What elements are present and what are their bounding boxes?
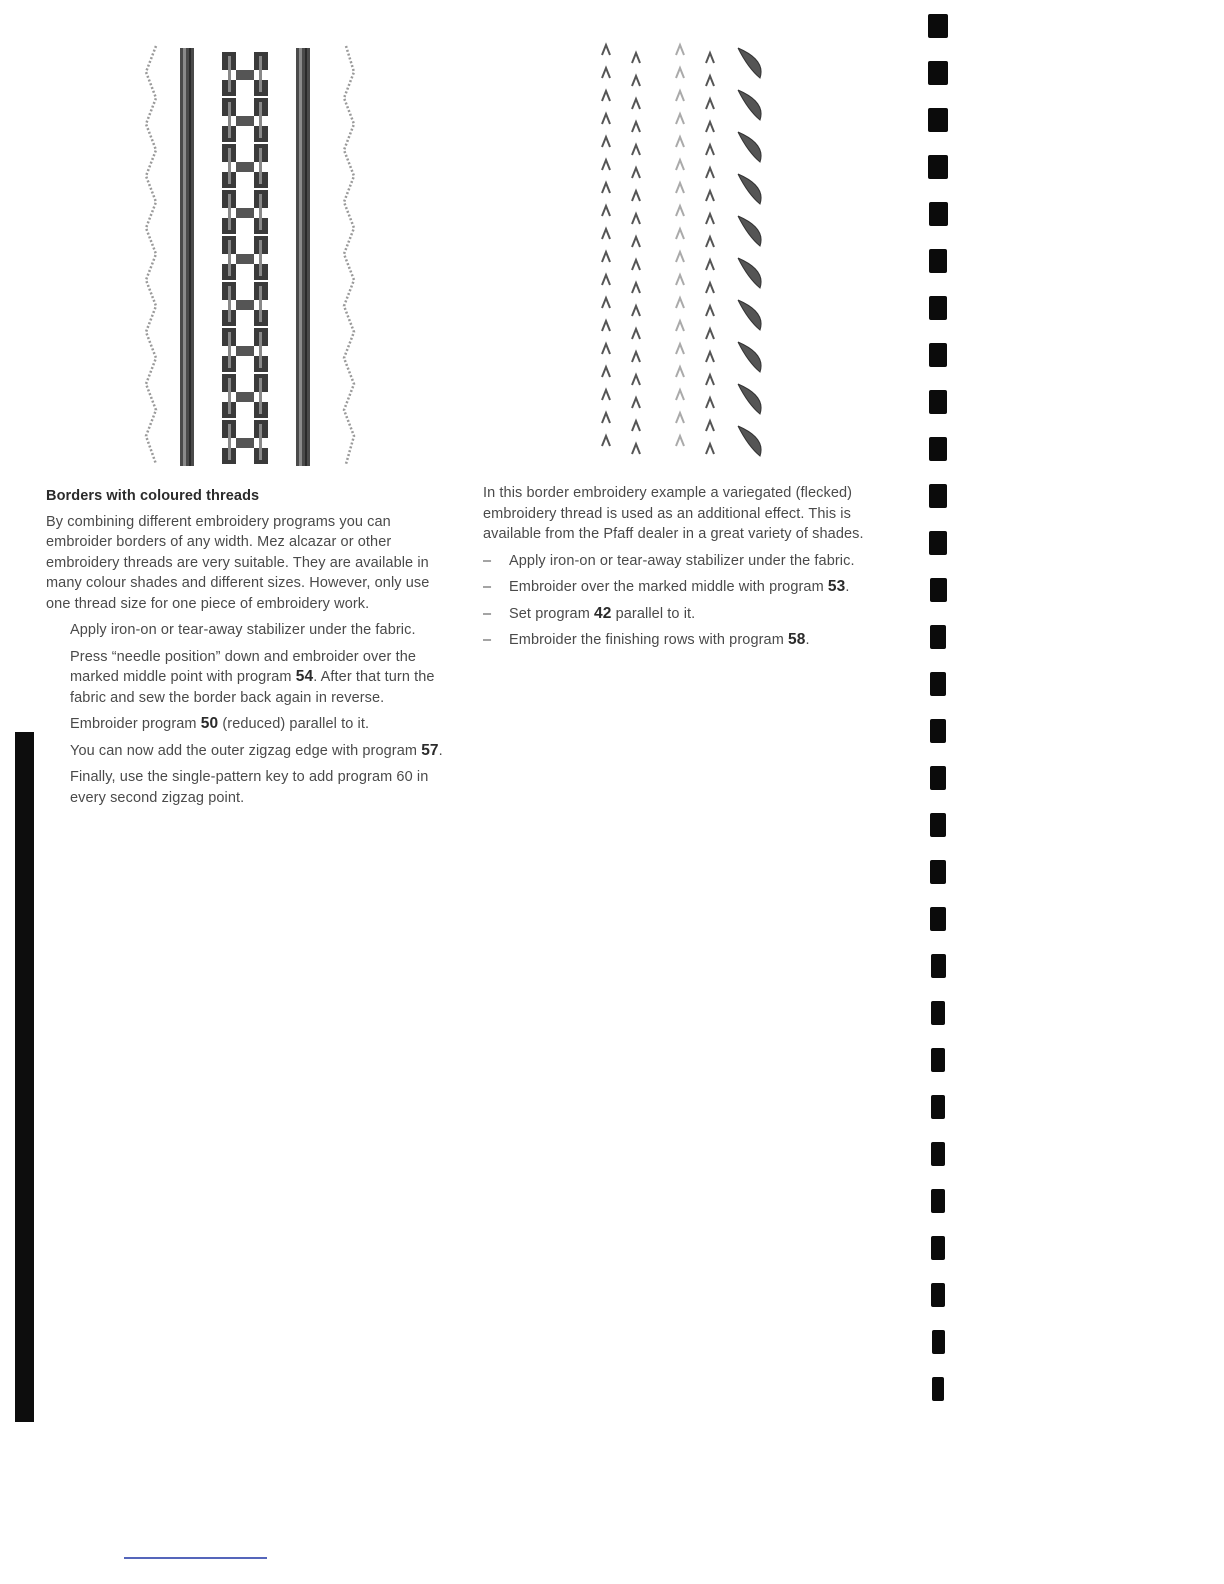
program-number: 54 — [295, 668, 314, 685]
program-number: 53 — [827, 578, 846, 595]
stitch-mark — [602, 183, 610, 193]
stitch-mark — [706, 260, 714, 270]
binding-hole — [929, 343, 947, 367]
stitch-mark — [602, 114, 610, 124]
stitch-mark — [706, 283, 714, 293]
stitch-mark — [602, 45, 610, 55]
stitch-mark — [706, 306, 714, 316]
binding-hole — [928, 61, 948, 85]
stitch-mark — [706, 99, 714, 109]
stitch-mark — [632, 352, 640, 362]
section-heading: Borders with coloured threads — [46, 488, 260, 504]
stitch-mark — [602, 68, 610, 78]
stitch-mark — [632, 444, 640, 454]
stitch-mark — [602, 229, 610, 239]
stitch-mark — [676, 275, 684, 285]
stitch-mark — [632, 329, 640, 339]
program-number: 57 — [421, 741, 439, 759]
left-step: Press “needle position” down and embroider over the marked middle point with program 54. After that turn the fabric and sew the border back again in reverse. — [70, 648, 435, 706]
stitch-mark — [706, 53, 714, 63]
right-step: – Embroider the finishing rows with program 58. — [483, 631, 810, 648]
stitch-mark — [706, 421, 714, 431]
stitch-mark — [602, 413, 610, 423]
chain-link — [222, 328, 268, 372]
chain-link — [222, 374, 268, 418]
stitch-mark — [632, 306, 640, 316]
stitch-mark — [676, 252, 684, 262]
binding-hole — [929, 484, 947, 508]
right-zigzag-edge — [344, 46, 354, 464]
left-steps-list — [46, 620, 456, 808]
stitch-mark — [602, 367, 610, 377]
stitch-mark — [632, 168, 640, 178]
stitch-mark — [676, 68, 684, 78]
stitch-mark — [706, 191, 714, 201]
scallop-fan — [738, 90, 761, 120]
left-step: You can now add the outer zigzag edge with program 57. — [70, 741, 443, 759]
stitch-mark — [632, 421, 640, 431]
left-step: Finally, use the single-pattern key to add program 60 in every second zigzag point. — [70, 769, 429, 806]
stitch-mark — [676, 183, 684, 193]
binding-hole — [929, 202, 948, 226]
stitch-mark — [676, 45, 684, 55]
binding-hole — [929, 296, 948, 320]
left-step: Embroider program 50 (reduced) parallel to it. — [70, 715, 370, 732]
binding-hole — [931, 954, 946, 978]
binding-hole — [929, 249, 948, 273]
intro-paragraph: By combining different embroidery programs you can embroider borders of any width. Mez alcazar or other embroidery threads are very suitable. They are available in many colour shades and different sizes. However, only use one thread size for one piece of embroidery work. — [46, 513, 430, 612]
stitch-mark — [706, 214, 714, 224]
left-text-column — [46, 486, 456, 814]
binding-hole — [928, 155, 947, 179]
right-step: – Set program 42 parallel to it. — [483, 604, 696, 622]
right-step: – Embroider over the marked middle with program 53. — [483, 578, 850, 595]
stitch-mark — [632, 375, 640, 385]
stitch-mark — [706, 237, 714, 247]
binding-hole — [930, 578, 947, 602]
stitch-mark — [706, 76, 714, 86]
stitch-mark — [706, 329, 714, 339]
stitch-mark — [602, 275, 610, 285]
stitch-mark — [632, 76, 640, 86]
stitch-mark — [632, 191, 640, 201]
right-embroidery-illustration — [588, 40, 778, 466]
stitch-mark — [632, 53, 640, 63]
stitch-mark — [676, 436, 684, 446]
binding-holes — [926, 14, 950, 1414]
binding-hole — [929, 531, 946, 555]
chain-link — [222, 52, 268, 96]
stitch-mark — [706, 352, 714, 362]
program-number: 58 — [788, 631, 806, 648]
left-zigzag-edge — [146, 46, 156, 464]
binding-hole — [931, 1142, 945, 1166]
stitch-mark — [676, 206, 684, 216]
stitch-mark — [602, 390, 610, 400]
stitch-mark — [632, 99, 640, 109]
chain-link — [222, 282, 268, 326]
right-steps-list — [483, 551, 903, 651]
chain-link — [222, 190, 268, 234]
stitch-mark — [602, 344, 610, 354]
stitch-mark — [632, 214, 640, 224]
left-embroidery-illustration — [140, 44, 360, 468]
scallop-fan — [738, 426, 761, 456]
binding-hole — [931, 1283, 944, 1307]
stitch-mark — [602, 436, 610, 446]
binding-hole — [929, 390, 947, 414]
stitch-mark — [706, 444, 714, 454]
binding-hole — [931, 1095, 945, 1119]
stitch-mark — [706, 122, 714, 132]
scallop-fan — [738, 48, 761, 78]
stitch-mark — [602, 298, 610, 308]
scallop-fan — [738, 174, 761, 204]
binding-hole — [928, 14, 948, 38]
program-number: 50 — [200, 715, 219, 732]
stitch-mark — [676, 160, 684, 170]
binding-hole — [930, 719, 946, 743]
stitch-mark — [706, 375, 714, 385]
binding-hole — [930, 860, 946, 884]
binding-hole — [931, 1236, 945, 1260]
stitch-mark — [632, 260, 640, 270]
stitch-mark — [602, 91, 610, 101]
stitch-mark — [676, 321, 684, 331]
stitch-mark — [602, 137, 610, 147]
scallop-fan — [738, 132, 761, 162]
left-step: Apply iron-on or tear-away stabilizer under the fabric. — [70, 622, 416, 638]
stitch-mark — [676, 390, 684, 400]
intro-paragraph: In this border embroidery example a variegated (flecked) embroidery thread is used as an additional effect. This is available from the Pfaff dealer in a great variety of shades. — [483, 485, 864, 542]
scallop-fan — [738, 342, 761, 372]
chain-link — [222, 98, 268, 142]
stitch-mark — [676, 298, 684, 308]
left-satin-column — [180, 48, 194, 466]
stitch-mark — [706, 145, 714, 155]
stitch-mark — [632, 237, 640, 247]
binding-hole — [931, 1001, 946, 1025]
variegated-stitch-rows — [602, 45, 714, 454]
stitch-mark — [602, 160, 610, 170]
stitch-mark — [632, 145, 640, 155]
stitch-mark — [676, 114, 684, 124]
binding-hole — [930, 672, 947, 696]
left-margin-bar — [15, 732, 34, 1422]
stitch-mark — [676, 413, 684, 423]
stitch-mark — [602, 206, 610, 216]
stitch-mark — [676, 367, 684, 377]
binding-hole — [932, 1377, 945, 1401]
binding-hole — [930, 766, 946, 790]
stitch-mark — [676, 344, 684, 354]
footer-rule — [124, 1557, 267, 1559]
binding-hole — [932, 1330, 945, 1354]
stitch-mark — [632, 122, 640, 132]
scallop-fan — [738, 216, 761, 246]
binding-hole — [928, 108, 948, 132]
scallop-fan — [738, 384, 761, 414]
binding-hole — [930, 907, 945, 931]
binding-hole — [931, 1189, 945, 1213]
stitch-mark — [706, 168, 714, 178]
chain-link — [222, 420, 268, 464]
binding-hole — [930, 813, 946, 837]
scallop-fan — [738, 258, 761, 288]
stitch-mark — [676, 137, 684, 147]
binding-hole — [930, 625, 947, 649]
stitch-mark — [676, 229, 684, 239]
stitch-mark — [676, 91, 684, 101]
stitch-mark — [706, 398, 714, 408]
stitch-mark — [602, 252, 610, 262]
center-chain-pattern — [222, 52, 268, 464]
stitch-mark — [632, 398, 640, 408]
right-satin-column — [296, 48, 310, 466]
chain-link — [222, 144, 268, 188]
chain-link — [222, 236, 268, 280]
right-text-column — [483, 483, 903, 657]
binding-hole — [929, 437, 947, 461]
right-step: – Apply iron-on or tear-away stabilizer under the fabric. — [483, 552, 855, 569]
program-number: 42 — [594, 604, 612, 622]
scallop-fan — [738, 300, 761, 330]
stitch-mark — [632, 283, 640, 293]
binding-hole — [931, 1048, 946, 1072]
scallop-fan-edge — [738, 48, 761, 456]
stitch-mark — [602, 321, 610, 331]
